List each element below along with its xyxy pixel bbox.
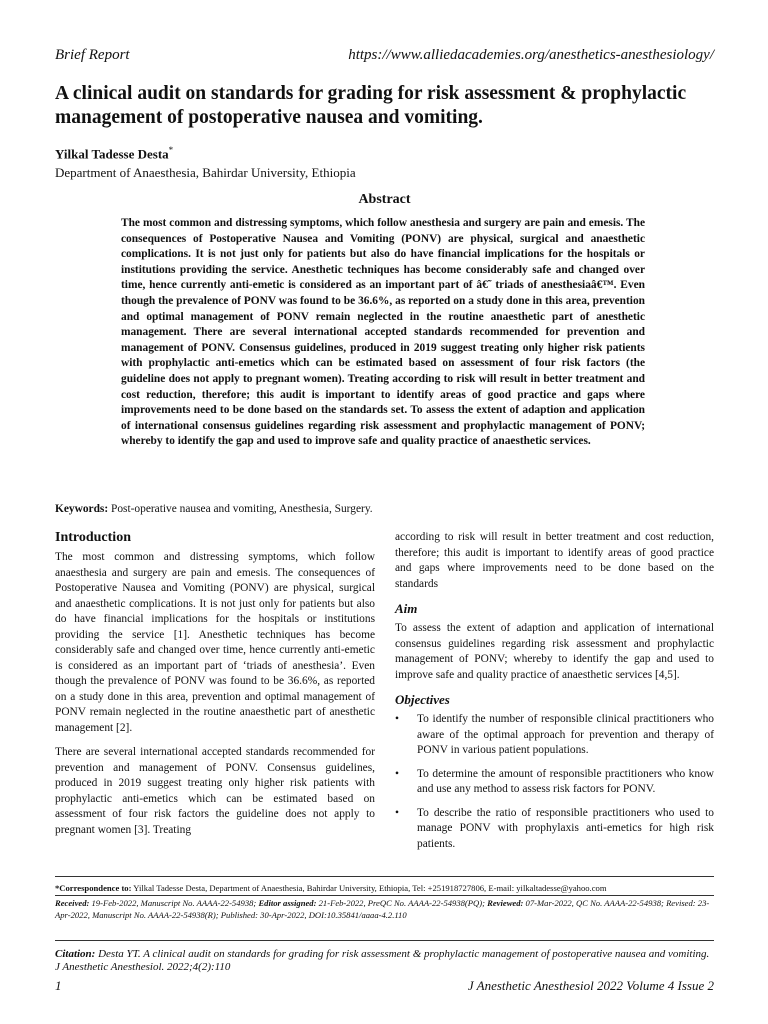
author-line	[55, 145, 173, 162]
footer-divider	[55, 940, 714, 941]
abstract-heading: Abstract	[358, 192, 411, 207]
introduction-paragraph-3: according to risk will result in better treatment and cost reduction, therefore; this audit is important to identify areas of good practice and gaps where improvements need to be done based on the standards	[395, 531, 714, 590]
journal-url[interactable]: https://www.alliedacademies.org/anesthetics-anesthesiology/	[348, 47, 714, 63]
article-type: Brief Report	[55, 47, 130, 63]
bullet-icon: •	[395, 806, 399, 819]
correspondence-mark: *	[168, 145, 174, 155]
list-item: • To describe the ratio of responsible practitioners who used to manage PONV with prophylaxis anti-emetics for high risk patients.	[395, 806, 714, 850]
correspondence-note: *Correspondence to: Yilkal Tadesse Desta, Department of Anaesthesia, Bahirdar University, Ethiopia, Tel: +251918727806, E-mail: yilkaltadesse@yahoo.com	[55, 883, 607, 893]
keywords	[55, 503, 373, 515]
bullet-icon: •	[395, 713, 399, 725]
right-column	[395, 530, 714, 860]
running-header	[55, 47, 714, 64]
bullet-icon: •	[395, 767, 399, 780]
aim-text: To assess the extent of adaption and application of international consensus guidelines regarding risk assessment and prophylactic management of PONV; whereby to identify the gap and used to improve safe and quality practice of anaesthetic services [4,5].	[395, 622, 714, 681]
introduction-heading: Introduction	[55, 530, 131, 545]
objectives-list	[395, 712, 714, 852]
left-column	[55, 530, 375, 847]
author-name: Yilkal Tadesse Desta	[55, 146, 169, 162]
footer-divider	[55, 895, 714, 896]
introduction-paragraph-2: There are several international accepted standards recommended for prevention and management of PONV. Consensus guidelines, produced in 2019 suggest treating only higher risk patients with prophylactic anti-emetics which can be estimated based on assessment of four risk factors the guideline does not apply to pregnant women [3]. Treating	[55, 746, 375, 836]
introduction-paragraph-1: The most common and distressing symptoms, which follow anaesthesia and surgery are pain and emesis. The consequences of Postoperative Nausea and Vomiting (PONV) are physical, surgical and anaesthetic complications. It is not just only for patients but also do have financial implications for the hospitals or institutions providing the service [1]. Anesthetic techniques has become considerably safe and changed over time, hence currently anti-emetic is considered as an important part of ‘triads of anesthesia’. Even though the prevalence of PONV was found to be 36.6%, as reported on a study done in this area, prevention and optimal management of PONV remain neglected in the routine anaesthetic part of anesthetic management [2].	[55, 551, 375, 734]
keywords-text: Post-operative nausea and vomiting, Anesthesia, Surgery.	[108, 503, 373, 515]
keywords-label: Keywords:	[55, 503, 109, 515]
citation: Citation: Desta YT. A clinical audit on standards for grading for risk assessment & prophylactic management of postoperative nausea and vomiting. J Anesthetic Anesthesiol. 2022;4(2):110	[55, 948, 710, 973]
article-title: A clinical audit on standards for grading for risk assessment & prophylactic management of postoperative nausea and vomiting.	[55, 83, 687, 128]
aim-heading: Aim	[395, 601, 418, 616]
manuscript-dates: Received: 19-Feb-2022, Manuscript No. AAAA-22-54938; Editor assigned: 21-Feb-2022, PreQC No. AAAA-22-54938(PQ); Reviewed: 07-Mar-2022, QC No. AAAA-22-54938; Revised: 23-Apr-2022, Manuscript No. AAAA-22-54938(R); Published: 30-Apr-2022, DOI:10.35841/aaaa-4.2.110	[55, 898, 710, 920]
affiliation: Department of Anaesthesia, Bahirdar University, Ethiopia	[55, 165, 356, 180]
list-item: • To identify the number of responsible clinical practitioners who aware of the optimal approach for prevention and therapy of PONV in various patient populations.	[395, 713, 714, 756]
objectives-heading: Objectives	[395, 692, 450, 707]
page-number: 1	[55, 978, 62, 993]
footer-divider	[55, 876, 714, 877]
abstract-text: The most common and distressing symptoms, which follow anesthesia and surgery are pain and emesis. The consequences of Postoperative Nausea and Vomiting (PONV) are physical, surgical and anaesthetic complications. It is not just only for patients but also do have financial implications for the hospitals or institutions providing the service. Anesthetic techniques has become considerably safe and changed over time, hence currently anti-emetic is considered as an important part of â€˜ triads of anesthesiaâ€™. Even though the prevalence of PONV was found to be 36.6%, as reported on a study done in this area, prevention and optimal management of PONV remain neglected in the routine anaesthetic part of anesthetic management. There are several international accepted standards recommended for prevention and management of PONV. Consensus guidelines, produced in 2019 suggest treating only higher risk patients with prophylactic anti-emetics which can be estimated based on assessment of four risk factors (the guideline does not apply to pregnant women). Treating according to risk will result in better treatment and cost reduction, therefore; this audit is important to identify areas of good practice and gaps where improvements need to be done based on the standards set. To assess the extent of adaption and application of international consensus guidelines regarding risk assessment and prophylactic management of PONV; whereby to identify the gap and used to improve safe and quality practice of anaesthetic services.	[121, 217, 645, 448]
list-item: • To determine the amount of responsible practitioners who know and use any method to assess risk factors for PONV.	[395, 767, 714, 795]
journal-issue: J Anesthetic Anesthesiol 2022 Volume 4 Issue 2	[467, 978, 714, 993]
